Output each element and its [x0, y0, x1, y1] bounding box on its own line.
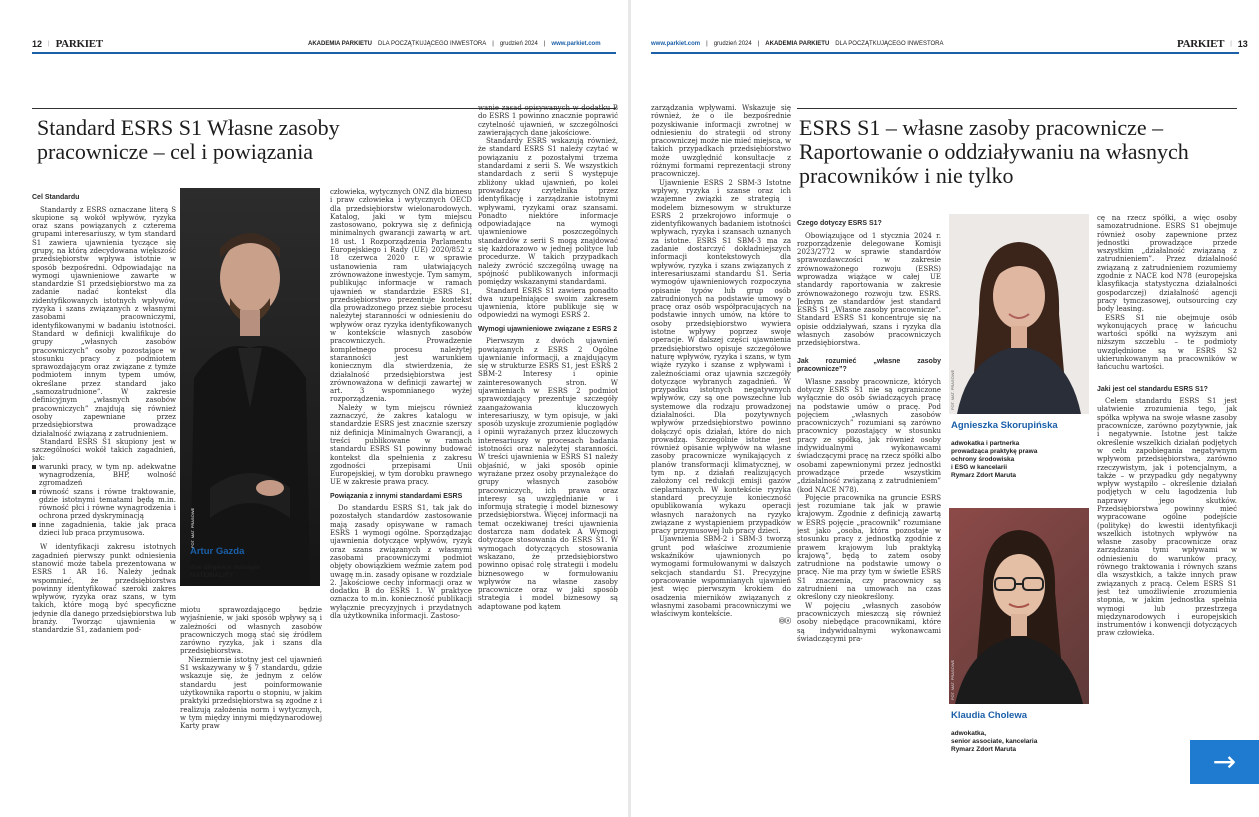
header-rule: [32, 52, 616, 54]
person-role: [190, 564, 260, 580]
page-number: 13: [1237, 39, 1248, 49]
bullet-item: równość szans i równe traktowanie, gdzie istotnymi tematami będą m.in. równość płci i równe wynagrodzenia i ochrona przed dyskryminacją: [32, 488, 176, 521]
paragraph: Obowiązujące od 1 stycznia 2024 r. rozporządzenie delegowane Komisji 2023/2772 w sprawie standardów sprawozdawczości w zakresie zrównoważonego rozwoju (ESRS) wprowadza wiążące w całej UE standardy raportowania w zakresie zrównoważonego rozwoju tzw. ESRS. Jednym ze standardów jest standard ESRS S1 „Własne zasoby pracownicze”. Standard ESRS S1 koncentruje się na opisie oddziaływań, szans i ryzyka dla własnych zasobów pracowniczych przedsiębiorstwa.: [797, 231, 941, 348]
paragraph: wanie zasad opisywanych w dodatku B do ESRS 1 powinno znacznie poprawić czytelność ujawnień, w szczególności zawierających dane jakościowe.: [478, 104, 618, 137]
issue-date: grudzień 2024: [499, 41, 538, 47]
role-line: senior associate, kancelaria: [951, 738, 1038, 745]
paragraph: ESRS S1 nie obejmuje osób wykonujących pracę w łańcuchu wartości spółki na wyższym ani niższym szczeblu – te podmioty uwzględnione są w ESRS S2 ukierunkowanym na pracowników w łańcuchu wartości.: [1097, 313, 1237, 372]
site-url[interactable]: www.parkiet.com: [551, 41, 601, 47]
parkiet-logo: PARKIET: [1177, 38, 1225, 50]
left-column-4: [478, 104, 618, 788]
right-header-meta: www.parkiet.com | grudzień 2024 | AKADEMIA PARKIETU DLA POCZĄTKUJĄCEGO INWESTORA: [651, 41, 944, 47]
site-url[interactable]: www.parkiet.com: [651, 41, 701, 47]
role-line: adwokatka i partnerka: [951, 440, 1020, 447]
paragraph: Należy w tym miejscu również zaznaczyć, że zakres katalogu w standardzie ESRS jest znacznie szerszy niż definicja Minimalnych Gwarancji, a treści publikowane w ramach standardu ESRS S1 powinny budować kontekst dla spełnienia z zakresu zgodności przepisami Unii Europejskiej, w tym dorobku prawnego UE w zakresie prawa pracy.: [330, 403, 472, 487]
right-header: PARKIET | 13: [1177, 38, 1248, 50]
paragraph: Ujawnienia SBM-2 i SBM-3 tworzą grunt pod właściwe zrozumienie wskaźników ujawnionych po wymogami formułowanymi w dalszych sekcjach standardu S1. Precyzyjne opracowanie wspomnianych ujawnień jest więc pierwszym krokiem do osadzenia mierników związanych z własnymi zasobami pracowniczymi we właściwym kontekście.: [651, 535, 791, 619]
bullet-item: inne zagadnienia, takie jak praca dzieci lub praca przymusowa.: [32, 521, 176, 538]
portrait-klaudia-cholewa: [949, 508, 1089, 704]
bullet-item: warunki pracy, w tym np. adekwatne wynagrodzenia, BHP, wolność zgromadzeń: [32, 463, 176, 488]
title-rule: [797, 108, 1237, 109]
section-heading: Czego dotyczy ESRS S1?: [797, 220, 882, 227]
paragraph: Ujawnienie ESRS 2 SBM-3 Istotne wpływy, ryzyka i szanse oraz ich wzajemne związki ze strategią i modelem biznesowym w strukturze ESRS 2 przekrojowo informuje o zidentyfikowanych badaniem istotności wpływach, ryzyka i szansach uznanych za istotne. ESRS S1 SBM-3 ma za zadanie dostarczyć dokładniejszych informacji kontekstowych dla wpływów, ryzyka i szans związanych z interesariuszami standardu S1. Seria wymogów ujawnieniowych rozpoczyna opisanie typów lub grup osób zatrudnionych na podstawie umowy o pracę oraz osób współpracujących na podstawie innych umów, na które to osoby przedsiębiorstwo wywiera istotne wpływy poprzez swoje operacje. W dalszej części ujawnienia przedsiębiorstwo opisuje szczegółowe naturę wpływów, ryzyka i szans, w tym wiąże ryzyko i szanse z wpływami i zależnościami oraz ujawnia szczegóły dotyczące wybranych zagadnień. W przypadku istotnych negatywnych wpływów, czy są one powszechne lub systemowe dla rodzaju prowadzonej działalności. Dla pozytywnych wpływów przedsiębiorstwo powinno dołączyć opis działań, które do nich prowadzą. Szczególnie istotne jest również opisanie wpływów na własne zasoby pracownicze wynikających z planów transformacji klimatycznej, w tym np. z działań realizujących założony cel redukcji emisji gazów cieplarnianych. W kontekście ryzyka standard precyzuje konieczność opublikowania wykazu operacji własnych narażonych na ryzyko związane z wystąpieniem przypadków pracy przymusowej lub pracy dzieci.: [651, 178, 791, 536]
portrait-illustration: [949, 214, 1089, 414]
paragraph: W pojęciu „własnych zasobów pracowniczych mieszczą się również osoby niebędące pracownikami, które są indywidualnymi wykonawcami świadczącymi pra-: [797, 601, 941, 643]
left-header-meta: AKADEMIA PARKIETU DLA POCZĄTKUJĄCEGO INWESTORA | grudzień 2024 | www.parkiet.com: [308, 41, 601, 47]
paragraph: Standardy ESRS wskazują również, że standard ESRS S1 należy czytać w powiązaniu z pozostałymi trzema standardami z serii S. We wszystkich standardach z serii S występuje zbliżony układ ujawnień, po kolei prowadzący czytelnika przez identyfikację i zarządzanie istotnymi wpływami, ryzykami oraz szansami. Ponadto niektóre informacje odpowiadające na wymogi ujawnieniowe poszczególnych standardów z serii S mogą znajdować się każdorazowo w jednej polityce lub procedurze. W takich przypadkach należy zwrócić szczególną uwagę na spójność publikowanych informacji pomiędzy wskazanymi standardami.: [478, 137, 618, 287]
right-column-1: [651, 104, 791, 784]
portrait-illustration: [949, 508, 1089, 704]
left-column-2: [180, 606, 322, 786]
role-line: MATERIALITY: [190, 572, 234, 579]
photo-credit: FOT. MAT. PRASOWE: [950, 659, 955, 700]
bullet-list: [32, 463, 176, 538]
section-name: AKADEMIA PARKIETU: [765, 41, 830, 47]
paragraph: Do standardu ESRS S1, tak jak do pozostałych standardów zastosowanie mają zasady opisywane w ramach ESRS 1 wymogi ogólne. Sporządzając ujawnienia dotyczące wpływów, ryzyk oraz szans związanych z własnymi zasobami pracowniczymi podmiot objęty obowiązkiem weźmie zatem pod uwagę m.in. zasady opisane w rozdziale 2. Jakościowe cechy informacji oraz w dodatku B do ESRS 1. W praktyce oznacza to m.in. konieczność publikacji wyłącznie precyzyjnych i przydatnych dla użytkownika informacji. Zastoso-: [330, 504, 472, 621]
page-number: 12: [32, 39, 43, 49]
paragraph: Celem standardu ESRS S1 jest ułatwienie zrozumienia tego, jak spółka wpływa na swoje własne zasoby pracownicze, zarówno pozytywnie, jak i negatywnie. Istotne jest także określenie wszelkich działań podjętych w celu zapobiegania negatywnym wpływom przedsiębiorstwa, zarówno rzeczywistym, jak i potencjalnym, a także – w przypadku gdy negatywny wpływ wystąpiło – określenie działań podjętych w celu łagodzenia lub naprawy jego skutków. Przedsiębiorstwa powinny mieć wypracowane ogólne podejście (politykę) do kwestii identyfikacji wszelkich istotnych wpływów na własne zasoby pracownicze oraz zarządzania tymi wpływami w odniesieniu do warunków pracy, równego traktowania i równych szans dla wszystkich, a także innych praw związanych z pracą. Celem ESRS S1 jest też umożliwienie zrozumienia stopnia, w jakim jednostka spełnia wymogi lub przestrzega międzynarodowych i europejskich instrumentów i konwencji dotyczących praw człowieka.: [1097, 397, 1237, 638]
portrait-illustration: [180, 188, 320, 586]
person-name: Klaudia Cholewa: [951, 710, 1028, 721]
person-role: [951, 730, 1037, 754]
portrait-agnieszka-skorupinska: [949, 214, 1089, 414]
paragraph: Niezmiernie istotny jest cel ujawnień S1 wskazywany w § 7 standardu, gdzie wskazuje się, że jednym z celów standardu jest poinformowanie użytkownika raportu o stopniu, w jakim praktyki przedsiębiorstwa są zgodne z i realizują założenia norm i wytycznych, w tym między innymi międzynarodowej Karty praw: [180, 655, 322, 731]
portrait-artur-gazda: [180, 188, 320, 586]
left-header: 12 | PARKIET: [32, 38, 103, 50]
role-line: Rymarz Zdort Maruta: [951, 472, 1017, 479]
photo-credit: FOT. MAT. PRASOWE: [950, 369, 955, 410]
person-name: Artur Gazda: [190, 546, 245, 557]
next-page-button[interactable]: [1190, 740, 1259, 784]
right-column-3: [1097, 214, 1237, 786]
paragraph: Własne zasoby pracownicze, których dotyczy ESRS S1 nie są ograniczone wyłącznie do osób świadczących pracę na podstawie umów o pracę. Pod pojęciem „własnych zasobów pracowniczych” rozumiani są zarówno pracownicy pozostający w stosunku pracy ze spółką, jak również osoby indywidualnymi wykonawcami świadczącymi pracę na rzecz spółki albo osobami zapewnionymi przez jednostki prowadzące przede wszystkim „działalność związaną z zatrudnieniem” (kod NACE N78).: [797, 377, 941, 494]
role-line: i ESG w kancelarii: [951, 464, 1007, 471]
section-name: AKADEMIA PARKIETU: [308, 41, 372, 47]
left-column-1: [32, 188, 176, 788]
article-title: ESRS S1 – własne zasoby pracownicze – Raportowanie o oddziaływaniu na własnych pracowników i nie tylko: [799, 115, 1189, 188]
article-title: Standard ESRS S1 Własne zasoby pracownicze – cel i powiązania: [37, 115, 340, 164]
role-line: ochrony środowiska: [951, 456, 1015, 463]
subsection-name: DLA POCZĄTKUJĄCEGO INWESTORA: [378, 41, 487, 47]
paragraph: Pojęcie pracownika na gruncie ESRS jest rozumiane tak jak w prawie krajowym. Zgodnie z definicją zawartą w ESRS pojęcie „pracownik” rozumiane jest jako „osoba, która pozostaje w stosunku pracy z jednostką zgodnie z prawem krajowym lub praktyką krajową”, będą to zatem osoby zatrudnione na podstawie umowy o pracę. Nie ma przy tym w świetle ESRS S1 znaczenia, czy pracownicy są zatrudnieni na umowach na czas określony czy nieokreślony.: [797, 493, 941, 602]
photo-credit: FOT. MAT. PRASOWE: [190, 507, 195, 548]
paragraph: Standardy z ESRS oznaczane literą S skupione są wokół wpływów, ryzyka oraz szans powiązanych z czterema grupami interesariuszy, w tym standard S1 zawiera ujawnienia tyczące się grupy, na którą zdecydowana większość przedsiębiorstw wpływa istotnie w sposób bezpośredni. Odpowiadając na wymogi ujawnieniowe zawarte w standardzie S1 przedsiębiorstwo ma za zadanie nadać kontekst dla zidentyfikowanych istotnych wpływów, ryzyka i szans związanych z własnymi zasobami pracowniczymi, identyfikowanymi w badaniu istotności. Standard w definicji kwalifikuje do grupy „własnych zasobów pracowniczych” osoby pozostające w stosunku pracy z podmiotem sprawozdającym oraz związane z tymże podmiotem innym typem umów, określane przez standard jako „samozatrudnione”. W zakresie definicyjnym „własnych zasobów pracowniczych” znajdują się również osoby zapewniane przez przedsiębiorstwa prowadzące działalność związaną z zatrudnieniem.: [32, 205, 176, 438]
paragraph: Pierwszym z dwóch ujawnień powiązanych z ESRS 2 Ogólne ujawnianie informacji, a znajdującym się w strukturze ESRS S1, jest ESRS 2 SBM-2 Interesy i opinie zainteresowanych stron. W ujawnieniach w ESRS 2 podmiot sprawozdający prezentuje szczegóły zaangażowania kluczowych interesariuszy, w tym opisuje, w jaki sposób uzyskuje zrozumienie poglądów i opinii wyrażanych przez kluczowych interesariuszy w procesach badania istotności oraz należytej staranności. W treści ujawnienia w ESRS S1 należy objaśnić, w jaki sposób opinie wyrażane przez osoby przynależące do grupy własnych zasobów pracowniczych, ich prawa oraz interesy są uwzględnianie w i informują strategię i model biznesowy przedsiębiorstwa. Więcej informacji na temat oczekiwanej treści ujawnienia dostarcza nam dodatek A Wymogi dotyczące stosowania do ESRS S1. W wymogach dotyczących stosowania wskazano, że przedsiębiorstwo powinno opisać rolę strategii i modelu biznesowego w formułowaniu wpływów na własne zasoby pracownicze oraz w jaki sposób strategia i model biznesowy są adaptowane pod kątem: [478, 337, 618, 611]
parkiet-logo: PARKIET: [55, 38, 103, 50]
header-rule: [651, 52, 1239, 54]
person-name: Agnieszka Skorupińska: [951, 420, 1058, 431]
section-heading: Powiązania z innymi standardami ESRS: [330, 492, 463, 500]
paragraph: zarządzania wpływami. Wskazuje się również, że o ile bezpośrednie pozyskiwanie informacji zwrotnej w odniesieniu do strategii od strony pracowniczej może nie mieć miejsca, w takich przypadkach przedsiębiorstwo może uwzględnić konsultacje z różnymi formami reprezentacji strony pracowniczej.: [651, 104, 791, 179]
paragraph: człowieka, wytycznych ONZ dla biznesu i praw człowieka i wytycznych OECD dla przedsiębiorstw wielonarodowych. Katalog, jaki w tym miejscu zastosowano, pokrywa się z definicją minimalnych gwarancji zawartą w art. 18 ust. 1 Rozporządzenia Parlamentu Europejskiego i Rady (UE) 2020/852 z 18 czerwca 2020 r. w sprawie ustanowienia ram ułatwiających zrównoważone inwestycje. Tym samym, publikując informacje w ramach ujawnień w standardzie ESRS S1, przedsiębiorstwo prezentuje kontekst dla prowadzonego przez siebie procesu należytej staranności w odniesieniu do wpływów oraz ryzyka identyfikowanych w kontekście własnych zasobów pracowniczych. Prowadzenie kompletnego procesu należytej staranności jest warunkiem koniecznym dla stwierdzenia, że działalność przedsiębiorstwa jest zrównoważona w definicji zawartej w art. 3 wspomnianego wyżej rozporządzenia.: [330, 188, 472, 404]
paragraph: W identyfikacji zakresu istotnych zagadnień pierwszy punkt odniesienia stanowić może tabela prezentowana w ESRS 1 AR 16. Należy jednak wspomnieć, że przedsiębiorstwa powinny identyfikować szeroki zakres wpływów, ryzyka oraz szans, w tym takich, które mogą być specyficzne jedynie dla danego przedsiębiorstwa lub branży. Tworząc ujawnienia w standardzie S1, zadaniem pod-: [32, 543, 176, 635]
issue-date: grudzień 2024: [713, 41, 752, 47]
right-page: [631, 0, 1259, 817]
paragraph: cę na rzecz spółki, a więc osoby samozatrudnione. ESRS S1 obejmuje również osoby zapewnione przez jednostki prowadzące przede wszystkim „działalność związaną z zatrudnieniem”. Przez działalność związaną z zatrudnieniem rozumiemy zgodnie z NACE kod N78 (europejska klasyfikacja statystyczna działalności gospodarczej) działalność agencji pracy tymczasowej, outsourcing czy body leasing.: [1097, 214, 1237, 314]
section-heading: Jak rozumieć „własne zasoby pracownicze”?: [797, 357, 941, 374]
end-mark: Ⓞⓢ: [778, 619, 791, 626]
left-column-3: [330, 188, 472, 788]
section-heading: Jaki jest cel standardu ESRS S1?: [1097, 385, 1208, 393]
role-line: adwokatka,: [951, 730, 987, 737]
paragraph: miotu sprawozdającego będzie wyjaśnienie, w jaki sposób wpływy są i zależności od własnych zasobów pracowniczych mogą stać się źródłem zarówno ryzyka, jak i szans dla przedsiębiorstwa.: [180, 606, 322, 656]
left-page: [0, 0, 628, 817]
paragraph: Standard ESRS S1 zawiera ponadto dwa uzupełniające swoim zakresem ujawnienia, które publikuje się w odpowiedzi na wymogi ESRS 2.: [478, 286, 618, 320]
right-column-2: [797, 214, 941, 786]
section-heading: Cel Standardu: [32, 194, 80, 201]
role-line: Rymarz Zdort Maruta: [951, 746, 1017, 753]
subsection-name: DLA POCZĄTKUJĄCEGO INWESTORA: [835, 41, 944, 47]
arrow-right-icon: →: [1212, 745, 1237, 778]
paragraph: Standard ESRS S1 skupiony jest w szczególności wokół takich zagadnień, jak:: [32, 437, 176, 463]
role-line: prowadząca praktykę prawa: [951, 448, 1038, 455]
person-role: [951, 440, 1037, 480]
role-line: due diligence manager: [190, 564, 261, 571]
section-heading: Wymogi ujawnieniowe związane z ESRS 2: [478, 325, 618, 333]
